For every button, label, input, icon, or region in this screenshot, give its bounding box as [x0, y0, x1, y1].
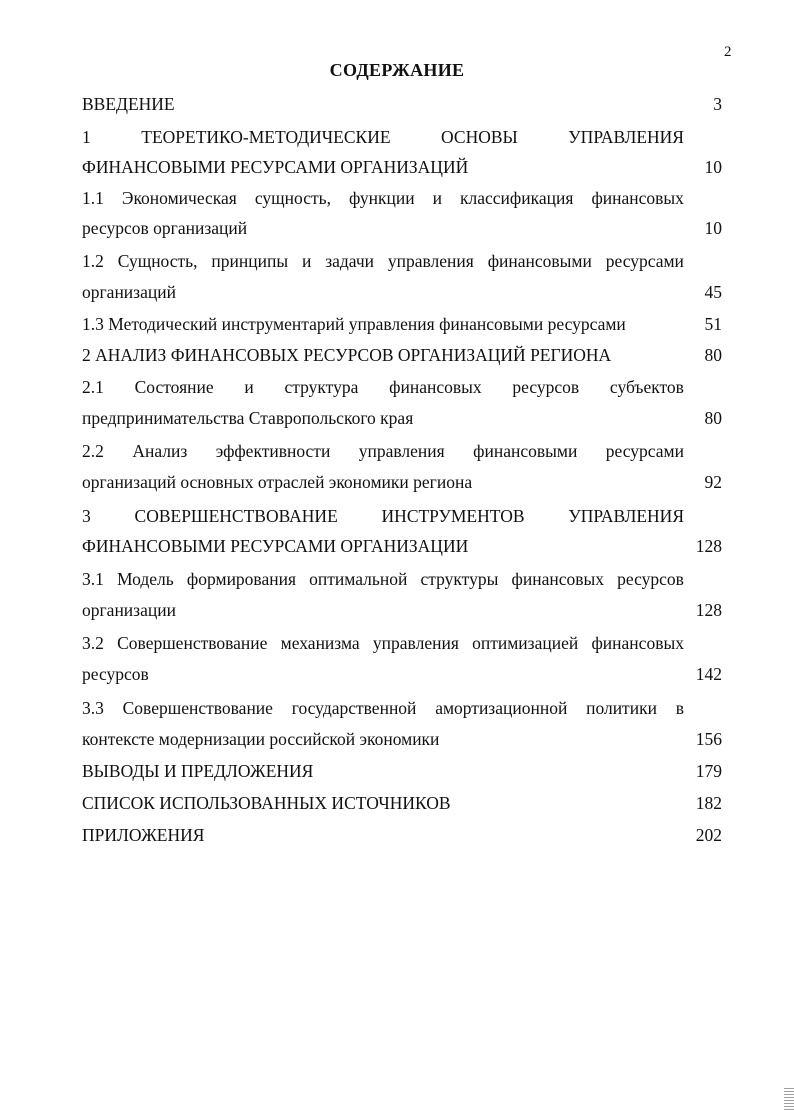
toc-page-number: 92 [704, 472, 722, 492]
toc-entry-text: ресурсами [605, 251, 684, 271]
toc-entry-text: Совершенствование [117, 633, 268, 653]
toc-entry-text: ВВЕДЕНИЕ [82, 94, 175, 114]
toc-entry-line [82, 344, 682, 366]
toc-entry-line [82, 792, 682, 814]
toc-entry-text: формирования [186, 569, 297, 589]
toc-entry-line [82, 599, 682, 621]
toc-entry-text: ПРИЛОЖЕНИЯ [82, 825, 205, 845]
toc-entry-text: организации [82, 600, 176, 620]
toc-entry-line [82, 250, 684, 272]
toc-entry-text: контексте модернизации российской экономики [82, 729, 440, 749]
toc-entry-text: ресурсов [512, 377, 580, 397]
toc-entry-line [82, 126, 684, 148]
toc-entry-text: и [301, 251, 312, 271]
toc-entry-text: финансовых [591, 633, 684, 653]
toc-page-number: 128 [695, 536, 722, 556]
toc-entry-text: задачи [325, 251, 375, 271]
toc-entry-line [82, 663, 682, 685]
toc-entry-text: СОВЕРШЕНСТВОВАНИЕ [134, 506, 338, 526]
toc-entry-text: 3 [82, 506, 91, 526]
toc-entry-line [82, 407, 682, 429]
toc-entry-line [82, 93, 682, 115]
toc-entry-text: ИНСТРУМЕНТОВ [381, 506, 525, 526]
toc-entry-text: ресурсов организаций [82, 218, 248, 238]
toc-entry-text: 2.1 [82, 377, 104, 397]
toc-page-number: 80 [704, 345, 722, 365]
toc-entry-line [82, 440, 684, 462]
toc-entry-text: 1.3 Методический инструментарий управления финансовыми ресурсами [82, 314, 626, 334]
toc-entry-text: 1.1 [82, 188, 104, 208]
toc-entry-line [82, 535, 682, 557]
toc-entry-text: сущность, [254, 188, 331, 208]
toc-page-number: 80 [704, 408, 722, 428]
toc-entry-line [82, 313, 682, 335]
toc-entry-text: оптимальной [309, 569, 408, 589]
toc-entry-text: механизма [280, 633, 360, 653]
toc-entry-line [82, 376, 684, 398]
toc-entry-text: 1.2 [82, 251, 104, 271]
toc-entry-text: ФИНАНСОВЫМИ РЕСУРСАМИ ОРГАНИЗАЦИЙ [82, 157, 469, 177]
toc-entry-text: 3.1 [82, 569, 104, 589]
toc-entry-text: 2 АНАЛИЗ ФИНАНСОВЫХ РЕСУРСОВ ОРГАНИЗАЦИЙ РЕГИОНА [82, 345, 612, 365]
toc-entry-text: Анализ [132, 441, 188, 461]
toc-page-number: 10 [704, 157, 722, 177]
toc-entry-text: Экономическая [121, 188, 237, 208]
toc-entry-line [82, 187, 684, 209]
toc-entry-text: ресурсов [82, 664, 149, 684]
toc-page-number: 179 [695, 761, 722, 781]
toc-entry-text: государственной [291, 698, 417, 718]
toc-entry-text: 2.2 [82, 441, 104, 461]
toc-entry-line [82, 217, 682, 239]
toc-entry-text: политики [586, 698, 657, 718]
page-number: 2 [724, 44, 732, 60]
toc-entry-text: классификация [460, 188, 574, 208]
toc-page-number: 128 [695, 600, 722, 620]
toc-page-number: 3 [713, 94, 722, 114]
toc-entry-text: УПРАВЛЕНИЯ [568, 506, 684, 526]
toc-entry-text: финансовых [389, 377, 482, 397]
toc-entry-text: ОСНОВЫ [441, 127, 518, 147]
toc-entry-text: предпринимательства Ставропольского края [82, 408, 414, 428]
toc-entry-text: Состояние [134, 377, 214, 397]
toc-entry-text: ресурсов [617, 569, 684, 589]
toc-page-number: 182 [695, 793, 722, 813]
toc-entry-line [82, 281, 682, 303]
toc-entry-text: ВЫВОДЫ И ПРЕДЛОЖЕНИЯ [82, 761, 314, 781]
toc-page-number: 156 [695, 729, 722, 749]
toc-entry-text: субъектов [609, 377, 684, 397]
toc-entry-text: и [244, 377, 254, 397]
toc-entry-text: 1 [82, 127, 91, 147]
toc-entry-line [82, 632, 684, 654]
toc-entry-text: принципы [211, 251, 289, 271]
toc-page-number: 51 [704, 314, 722, 334]
toc-entry-text: структуры [420, 569, 499, 589]
toc-entry-text: управления [387, 251, 474, 271]
toc-entry-text: Модель [117, 569, 174, 589]
toc-entry-line [82, 505, 684, 527]
toc-entry-text: финансовых [591, 188, 684, 208]
toc-page-number: 45 [704, 282, 722, 302]
toc-entry-text: ресурсами [605, 441, 684, 461]
toc-entry-line [82, 471, 682, 493]
toc-entry-text: финансовых [511, 569, 604, 589]
toc-entry-text: финансовыми [473, 441, 578, 461]
toc-entry-line [82, 728, 682, 750]
toc-entry-text: организаций основных отраслей экономики региона [82, 472, 473, 492]
toc-page-number: 142 [695, 664, 722, 684]
toc-entry-text: 3.3 [82, 698, 104, 718]
toc-entry-line [82, 824, 682, 846]
toc-entry-text: организаций [82, 282, 176, 302]
toc-entry-text: функции [348, 188, 415, 208]
toc-entry-text: в [675, 698, 684, 718]
page-title: СОДЕРЖАНИЕ [329, 60, 465, 80]
toc-entry-text: управления [358, 441, 445, 461]
toc-entry-text: Совершенствование [122, 698, 273, 718]
toc-entry-text: ФИНАНСОВЫМИ РЕСУРСАМИ ОРГАНИЗАЦИИ [82, 536, 469, 556]
toc-entry-text: УПРАВЛЕНИЯ [568, 127, 684, 147]
toc-entry-text: амортизационной [435, 698, 568, 718]
toc-entry-text: финансовыми [487, 251, 592, 271]
toc-entry-line [82, 156, 682, 178]
toc-entry-text: ТЕОРЕТИКО-МЕТОДИЧЕСКИЕ [141, 127, 391, 147]
toc-entry-line [82, 697, 684, 719]
toc-entry-text: структура [284, 377, 359, 397]
toc-entry-line [82, 760, 682, 782]
toc-entry-text: СПИСОК ИСПОЛЬЗОВАННЫХ ИСТОЧНИКОВ [82, 793, 451, 813]
scan-artifact [784, 1086, 794, 1110]
toc-entry-text: эффективности [215, 441, 331, 461]
toc-entry-line [82, 568, 684, 590]
toc-entry-text: 3.2 [82, 633, 104, 653]
toc-entry-text: управления [372, 633, 459, 653]
toc-page-number: 10 [704, 218, 722, 238]
toc-page-number: 202 [695, 825, 722, 845]
toc-entry-text: и [432, 188, 442, 208]
toc-entry-text: оптимизацией [472, 633, 579, 653]
toc-entry-text: Сущность, [117, 251, 198, 271]
